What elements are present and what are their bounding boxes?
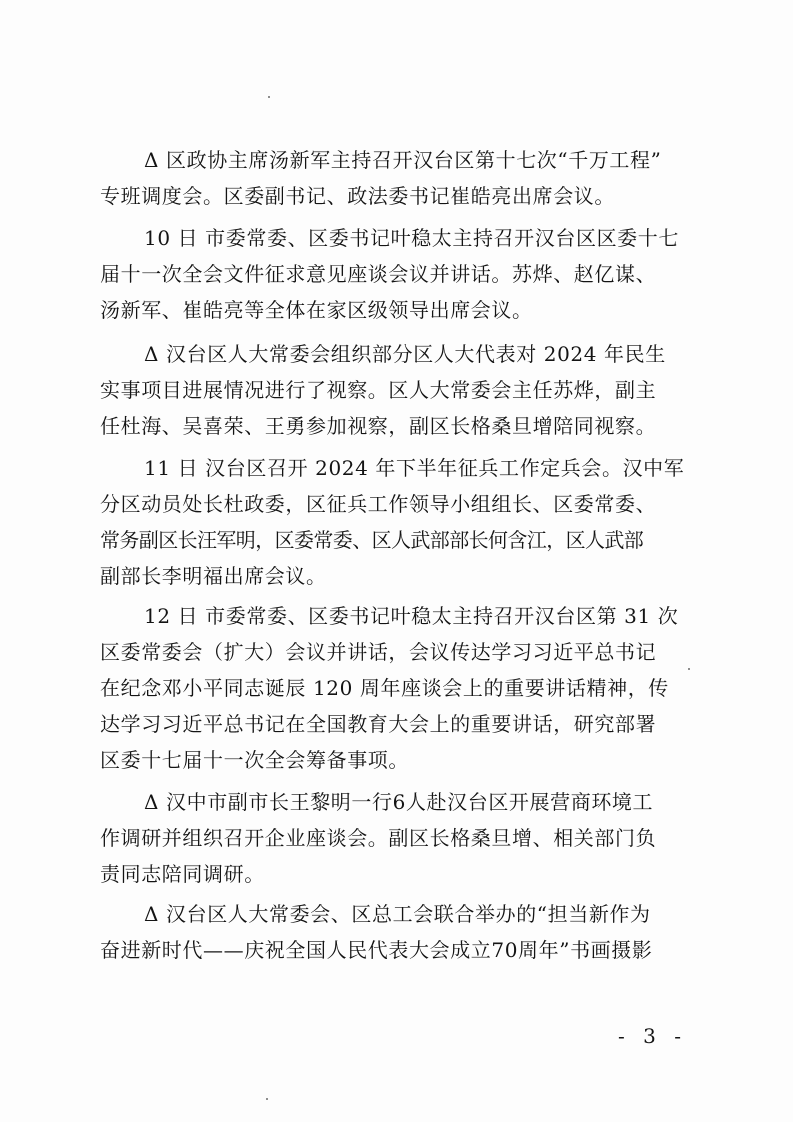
text-line: 在纪念邓小平同志诞辰 120 周年座谈会上的重要讲话精神，传 — [100, 676, 669, 700]
text-line: 常务副区长汪军明，区委常委、区人武部部长何含江，区人武部 — [100, 528, 644, 552]
page-number: - 3 - — [618, 1024, 687, 1048]
text-line: 实事项目进展情况进行了视察。区人大常委会主任苏烨，副主 — [100, 378, 657, 402]
scan-speck — [268, 96, 270, 98]
text-line: Δ 汉台区人大常委会组织部分区人大代表对 2024 年民生 — [144, 342, 666, 366]
text-line: 届十一次全会文件征求意见座谈会议并讲话。苏烨、赵亿谋、 — [100, 262, 657, 286]
text-line: 区委十七届十一次全会筹备事项。 — [100, 748, 409, 772]
text-line: 汤新军、崔皓亮等全体在家区级领导出席会议。 — [100, 298, 533, 322]
text-line: 任杜海、吴喜荣、王勇参加视察，副区长格桑旦增陪同视察。 — [100, 414, 657, 438]
text-line: 副部长李明福出席会议。 — [100, 564, 327, 588]
text-line: 专班调度会。区委副书记、政法委书记崔皓亮出席会议。 — [100, 184, 615, 208]
text-line: 作调研并组织召开企业座谈会。副区长格桑旦增、相关部门负 — [100, 826, 657, 850]
scan-speck — [266, 1098, 268, 1100]
text-line: Δ 汉台区人大常委会、区总工会联合举办的“担当新作为 — [144, 902, 651, 926]
text-line: 达学习习近平总书记在全国教育大会上的重要讲话，研究部署 — [100, 712, 657, 736]
text-line: 分区动员处长杜政委，区征兵工作领导小组组长、区委常委、 — [100, 492, 657, 516]
text-line: 奋进新时代——庆祝全国人民代表大会成立70周年”书画摄影 — [100, 938, 653, 962]
text-line: 11 日 汉台区召开 2024 年下半年征兵工作定兵会。汉中军 — [144, 456, 685, 480]
scan-speck — [688, 668, 690, 670]
text-line: 12 日 市委常委、区委书记叶稳太主持召开汉台区第 31 次 — [144, 604, 679, 628]
text-line: Δ 汉中市副市长王黎明一行6人赴汉台区开展营商环境工 — [144, 790, 654, 814]
text-line: Δ 区政协主席汤新军主持召开汉台区第十七次“千万工程” — [144, 148, 662, 172]
text-line: 10 日 市委常委、区委书记叶稳太主持召开汉台区区委十七 — [144, 226, 679, 250]
text-line: 责同志陪同调研。 — [100, 862, 265, 886]
text-line: 区委常委会（扩大）会议并讲话，会议传达学习习近平总书记 — [100, 640, 657, 664]
